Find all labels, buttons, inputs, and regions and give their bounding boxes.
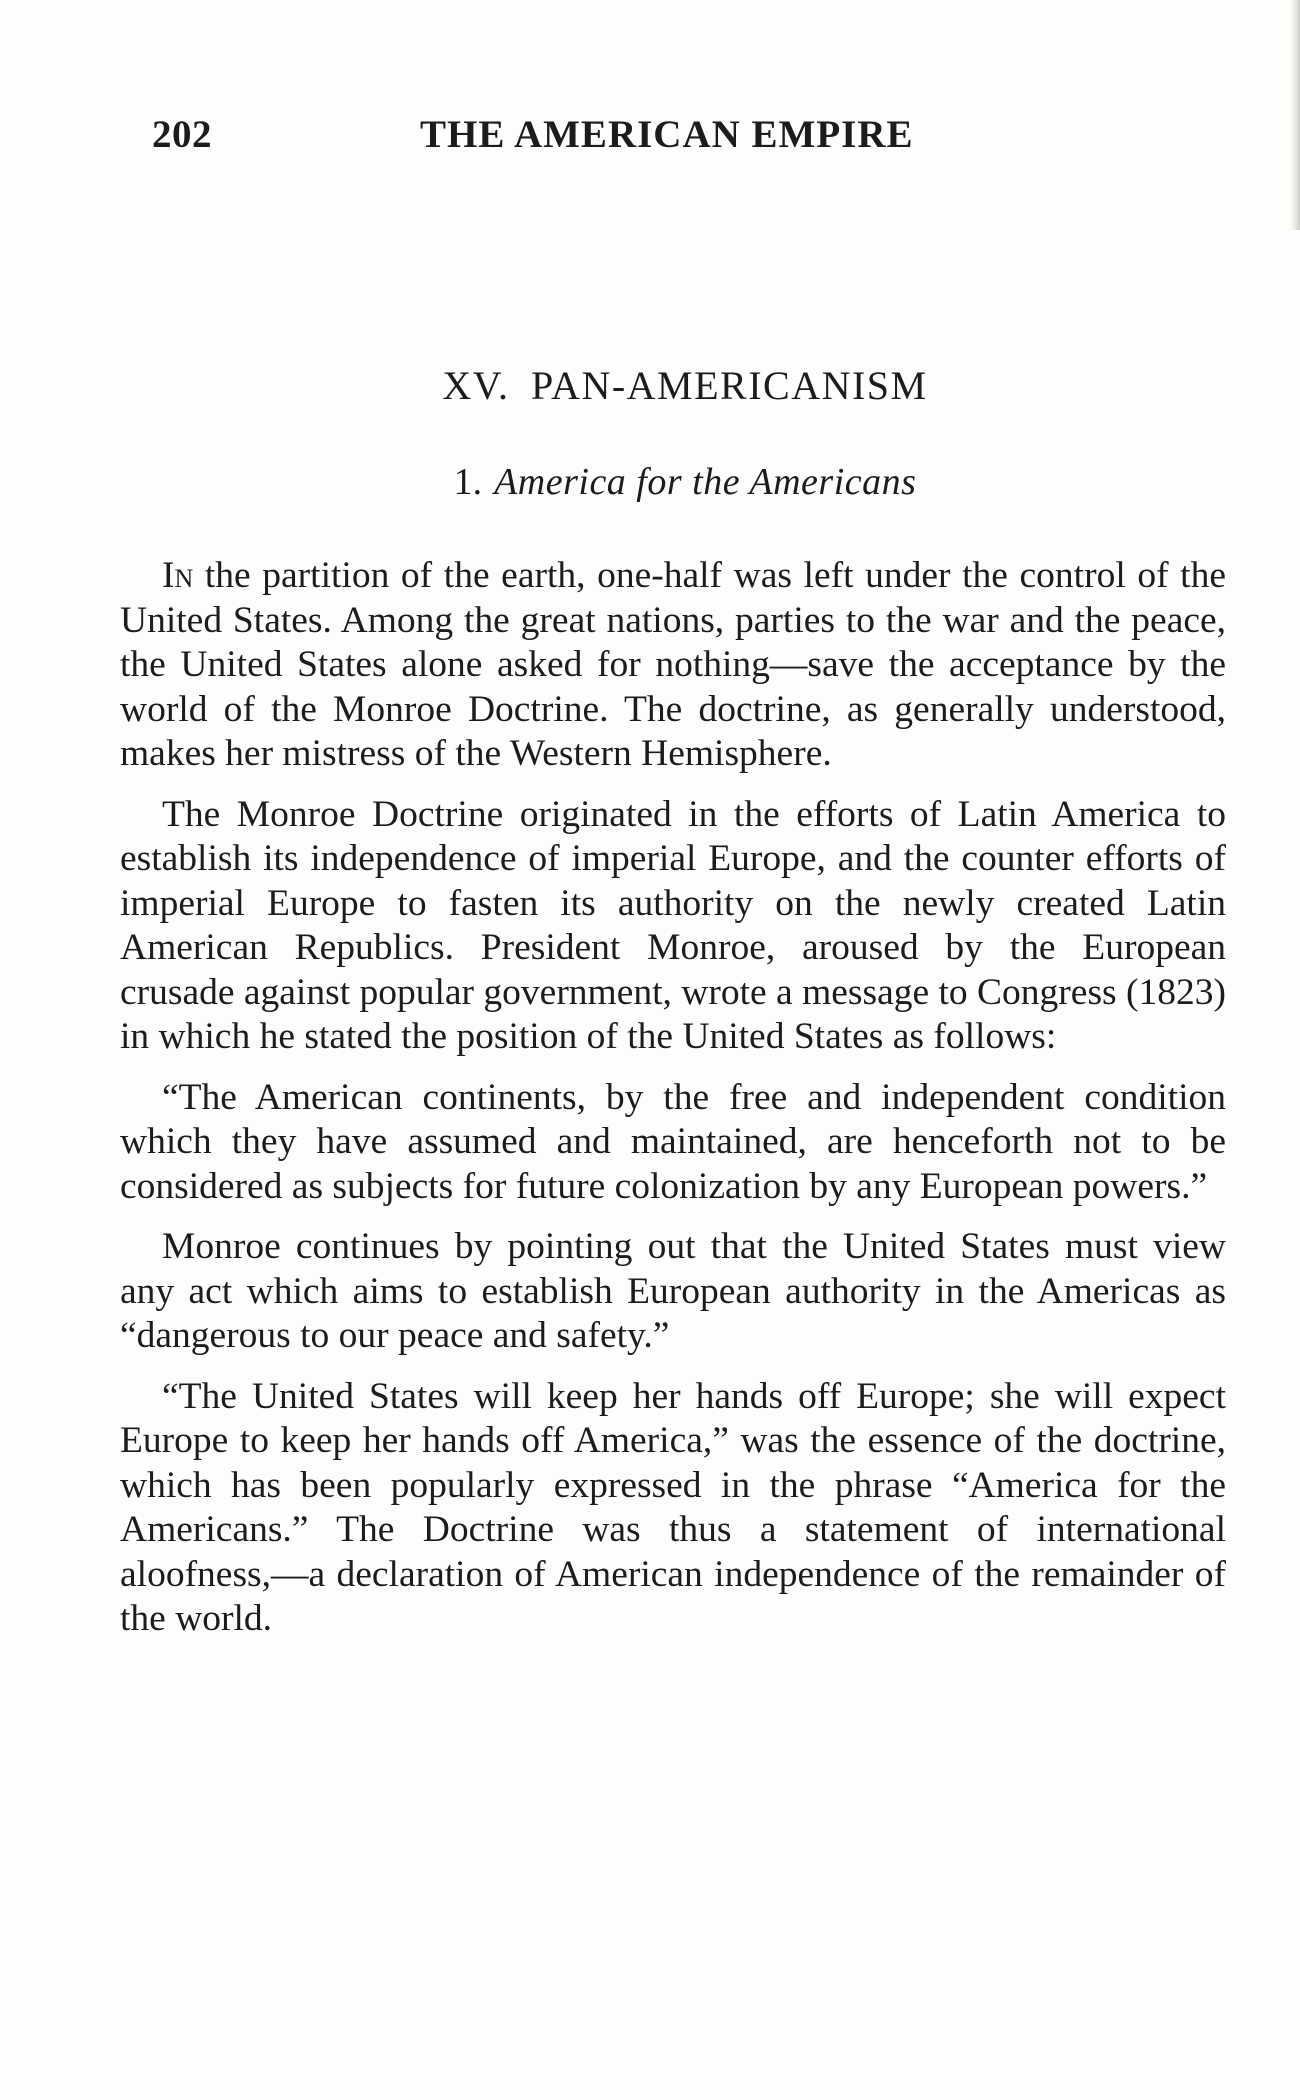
- paragraph-text: the partition of the earth, one-half was left under the control of the United States. Among the great nations, parties to the war and the peace, the United States alone asked for nothing—save the acceptance by the world of the Monroe Doctrine. The doctrine, as generally understood, makes her mistress of the Western Hemisphere.: [120, 555, 1226, 774]
- paragraph-2: The Monroe Doctrine originated in the efforts of Latin America to establish its independence of imperial Europe, and the counter efforts of imperial Europe to fasten its authority on the newly created Latin American Republics. President Monroe, aroused by the European crusade against popular government, wrote a message to Congress (1823) in which he stated the position of the United States as follows:: [120, 793, 1226, 1057]
- page-number: 202: [152, 113, 212, 156]
- paragraph-5: “The United States will keep her hands off Europe; she will expect Europe to keep her hands off America,” was the essence of the doctrine, which has been popularly expressed in the phrase “America for the Americans.” The Doctrine was thus a statement of international aloofness,—a declaration of American independence of the remainder of the world.: [120, 1375, 1226, 1639]
- body-text: [120, 554, 1226, 1642]
- section-name: America for the Americans: [494, 461, 917, 503]
- running-head: [152, 112, 1152, 162]
- quotation-paragraph: “The American continents, by the free and independent condition which they have assumed and maintained, are henceforth not to be considered as subjects for future colonization by any European powers.”: [120, 1076, 1226, 1207]
- page-edge-shadow: [1290, 0, 1300, 230]
- paragraph-1: [120, 554, 1226, 777]
- paragraph-4: Monroe continues by pointing out that the United States must view any act which aims to establish European authority in the Americas as “dangerous to our peace and safety.”: [120, 1226, 1226, 1356]
- paragraph-lead: In: [162, 555, 194, 596]
- section-number: 1.: [453, 461, 483, 503]
- chapter-title: XV. PAN-AMERICANISM: [442, 363, 928, 408]
- running-title: THE AMERICAN EMPIRE: [420, 113, 914, 156]
- section-title: [0, 460, 1300, 504]
